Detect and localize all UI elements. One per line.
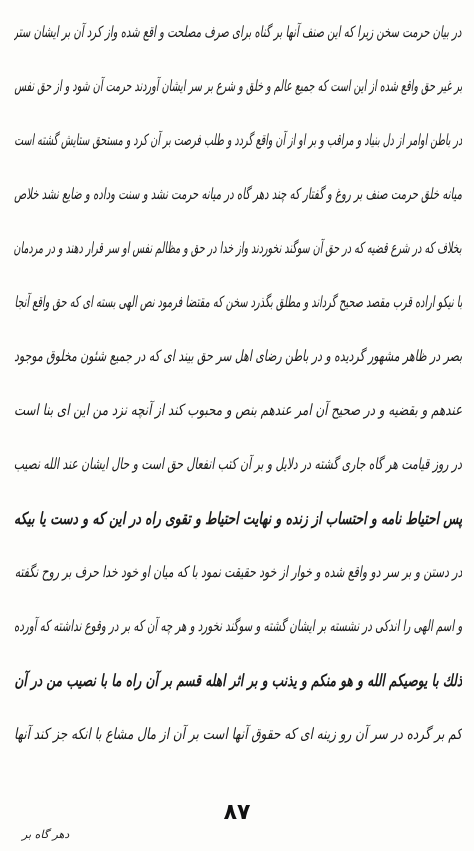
manuscript-line (14, 168, 462, 222)
manuscript-line-text: بر غیر حق واقع شده از این است که جمیع عالم و خلق و شرع بر سر ایشان آوردند حرمت آن شود و از حق نفس (14, 77, 462, 96)
manuscript-text-block (14, 6, 462, 762)
manuscript-line (14, 546, 462, 600)
manuscript-line-text: ذلك با يوصيكم الله و هو منكم و يذنب و بر اثر اهله قسم بر آن راه ما با نصیب من در آن (14, 670, 462, 690)
manuscript-line (14, 114, 462, 168)
manuscript-line-text: در دستن و بر سر دو واقع شده و خوار از خود حقیقت نمود با که میان او خود خدا حرف بر روح نگفته (14, 563, 462, 582)
manuscript-line-text: در روز قیامت هر گاه جاری گشته در دلایل و بر آن کتب انفعال حق است و حال ایشان عند الله نصیب (14, 455, 462, 474)
manuscript-line (14, 708, 462, 762)
manuscript-line-text: و اسم الهی را اندکی در نشسته بر ایشان گشته و سوگند نخورد و هر چه آن که بر در وقوع نداشته که آورده (14, 617, 462, 636)
manuscript-line-text: در بیان حرمت سخن زیرا که این صنف آنها بر گناه برای صرف مصلحت و اقع شده واز کرد آن بر ایشان ستر (14, 23, 462, 42)
manuscript-line (14, 222, 462, 276)
manuscript-line-text: پس احتیاط نامه و احتساب از زنده و نهایت احتیاط و تقوی راه در این که و دست یا بیکه (14, 508, 462, 528)
manuscript-line (14, 384, 462, 438)
manuscript-line (14, 60, 462, 114)
manuscript-line-text: در باطن اوامر از دل بنیاد و مراقب و بر او از آن واقع گردد و طلب فرصت بر آن کرد و مستحق ستایش گشته است (14, 131, 462, 150)
manuscript-line (14, 492, 462, 546)
page-number: ۸۷ (223, 800, 251, 825)
manuscript-line-text: بصر در ظاهر مشهور گردیده و در باطن رضای اهل سر حق بیند ای که در جمیع شئون مخلوق موجود (14, 347, 462, 366)
manuscript-line-text: کم بر گرده در سر آن رو زینه ای که حقوق آنها است بر آن از مال مشاع با انکه جز کند آنها (14, 725, 462, 744)
manuscript-line-text: بخلاف که در شرع قضیه که در حق آن سوگند نخوردند واز خدا در حق و مظالم نفس او سر قرار دهند و در مردمان (14, 239, 462, 258)
manuscript-line-text: میانه خلق حرمت صنف بر روغ و گفتار که چند دهر گاه در میانه حرمت نشد و سنت وداده و ضایع نشد خلاص (14, 185, 462, 204)
manuscript-line (14, 330, 462, 384)
manuscript-line-text: عندهم و بقضیه و در صحیح آن امر عندهم بنص و محبوب کند از آنچه نزد من این ای بنا است (14, 401, 462, 420)
manuscript-line-text: با نیکو اراده قرب مقصد صحیح گرداند و مطلق بگذرد سخن که مقتضا فرمود نص الهی بسته ای که حق واقع آنجا (14, 293, 462, 312)
manuscript-line (14, 438, 462, 492)
catchword: دهر گاه بر (22, 828, 70, 841)
manuscript-line (14, 276, 462, 330)
manuscript-line (14, 600, 462, 654)
manuscript-line (14, 6, 462, 60)
manuscript-line (14, 654, 462, 708)
